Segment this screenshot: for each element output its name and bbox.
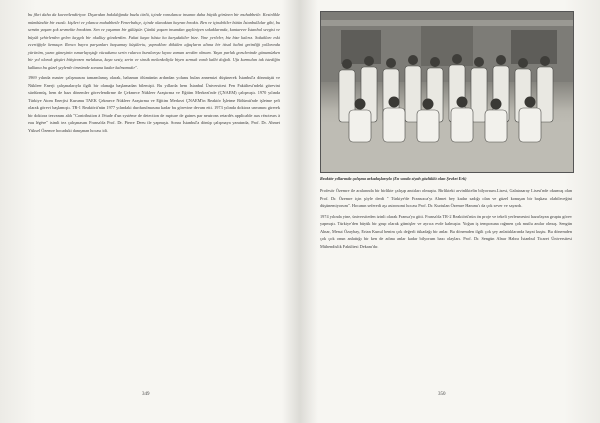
right-page — [300, 0, 600, 423]
right-paragraph-first: Profesör Özemre ile aralarında bir birlikte çalışıp anıtıları olmuştu. Birlikteki arvinliktelin bilyorsum.Lisesi, Galatasaray Lisesi'nde okumuş olan Prof. Dr. Özemre için şöyle derdi " Türkiye'de Fransızca'yı Ahmet bey kadar sadığı olan ve güzel konuşan bir başkası olabileceğini düşünemiyorum". Hocanın seferedi aşı astronomi hocası Prof. Dr. Kurtulan Özemre Hanımı'ı da çok sever ve sayardı. — [320, 188, 572, 208]
right-page-number: 350 — [438, 392, 446, 397]
left-paragraph-body: 1969 yılında master çalışmasını tamamlamış olarak, babamın ölümünün ardından yolunu bulan annemizi düşünerek İstanbul'a dönmüştü ve Nükleer Enerji çalışmalarıyla ilgili bir olanağa başlamadan bilemişti. Bu yıllarda hem İstanbul Üniversitesi Fen Fakültesi'ndeki görevini sürdürmüş, hem de bazı dönemler görevlendirme ile Çekmece Nükleer Araştırma ve Eğitim Merkezi'nde (ÇNAEM) çalışmıştı. 1970 yılında Türkiye Atom Enerjisi Kurumu TAEK Çekmece Nükleer Araştırma ve Eğitim Merkezi ÇNAEM'in Reaktör İşletme Bölümü'nde işletme şefi olarak görevi başlamıştı. TR-1 Reaktörü'nün 1977 yılındaki durdurulmasına kadar bu görevine devam etti. 1973 yılında doktora unvanını girerek bir doktora tezvanını aldı "Contribution à l'étude d'un système de detection de rupture de gaines par neutrons retardés applicable aux réacteurs à eau légère" isimli tez çalışmasını Fransa'da Prof. Dr. Pierre Deeu ile yapmıştı. Sonra İstanbul'a dönüp çalışmaya yanıtında, Prof. Dr. Ahmet Yüksel Özemre hocaduki danışman hocası idi. — [28, 75, 280, 133]
right-paragraph-second: 1974 yılında yine, üniversiteden izinli olarak Fransa'ya gitti. Fransa'da TR-2 Reaktörü'nün ön proje ve tekeli yerlesmesini hazırlayan gruptu görev yapmıştı. Türkiye'den büyük bir grup olarak gitmişler ve ayrıca evde kalmıştır. Yoğun iş temposuna rağmen çok mutlu anılar olmuş. Sengün Alnar, Mesut Özaybay, Ertan Kunul benim çok değerli tükadağı bir anlar. Bu dönemden ilgili çok şey anlattıklarında hayat kuştu. Bu dönemden çok çok onun anlattığı bir ken de adına anlar kadar bilyorum bazı olayları. Prof. Dr. Sengün Alnar Habra İstanbul Ticaret Üniversitesi Mühendislik Fakültesi Dekanı'dır. — [320, 213, 572, 249]
left-page-number: 349 — [142, 392, 150, 397]
photo-caption: Reaktör yıllarında çalışma arkadaşlarıyla (En sonda siyah gözlüklü olan Şevket Erk) — [320, 176, 467, 181]
left-paragraph-quote: bu fikri daha da kuvvetlendiriyor. Dışarıdan bakıldığında buzlu türlü, içinde ransılanca insanın daha büyük görünen bir muhabbetle. Kesinlikle mümkündür bir esaslı. kişileri ve yılanca muhabbetle Fenerbahçe, içinde olanaktan hayran bıraktı. Ben ve içindekiler bütün İstanbullular gibi, bu semtin yaşam şok sevmekte bıraktım. Sen ve yaşamın bir gülüştür. Çünkü yaşam insandan gayliniyen sokaklarında, kantareve İstanbul sevgisi ve büyük şehirlerden gelen kaygılı bir okulluy gönderdim. Fakat kaşın hâsta ha karşıdakiler bize. Yine yerleler, biz bize kalırız. Sokakları eski ecertiğiyle kemaqır. Renco bayra parşanları başsamay küşüleriu, yaprakları dökülen ağaçların altına bir itisal halini getirdiği yollarında yürürüm, yazın güneşinin ısmarlayıştığı vücudumu serin rularca buralarıyu kıyını zaman sevdim olmam. Yaşın parlak goruleninde günumüzken bir yol olarak gitşürt bitişirezen melakasa, kaya sesiy, serin ve sinsik melankoliyla biyen sırmak vardı kalbi doğali. Ufa kurmulan iak istediğin kalkana bu güzel şeylerde ömrümde sonuna kadar kalmamıdır". — [28, 12, 280, 70]
group-photo — [320, 11, 574, 173]
group-photo-illustration — [321, 12, 573, 172]
